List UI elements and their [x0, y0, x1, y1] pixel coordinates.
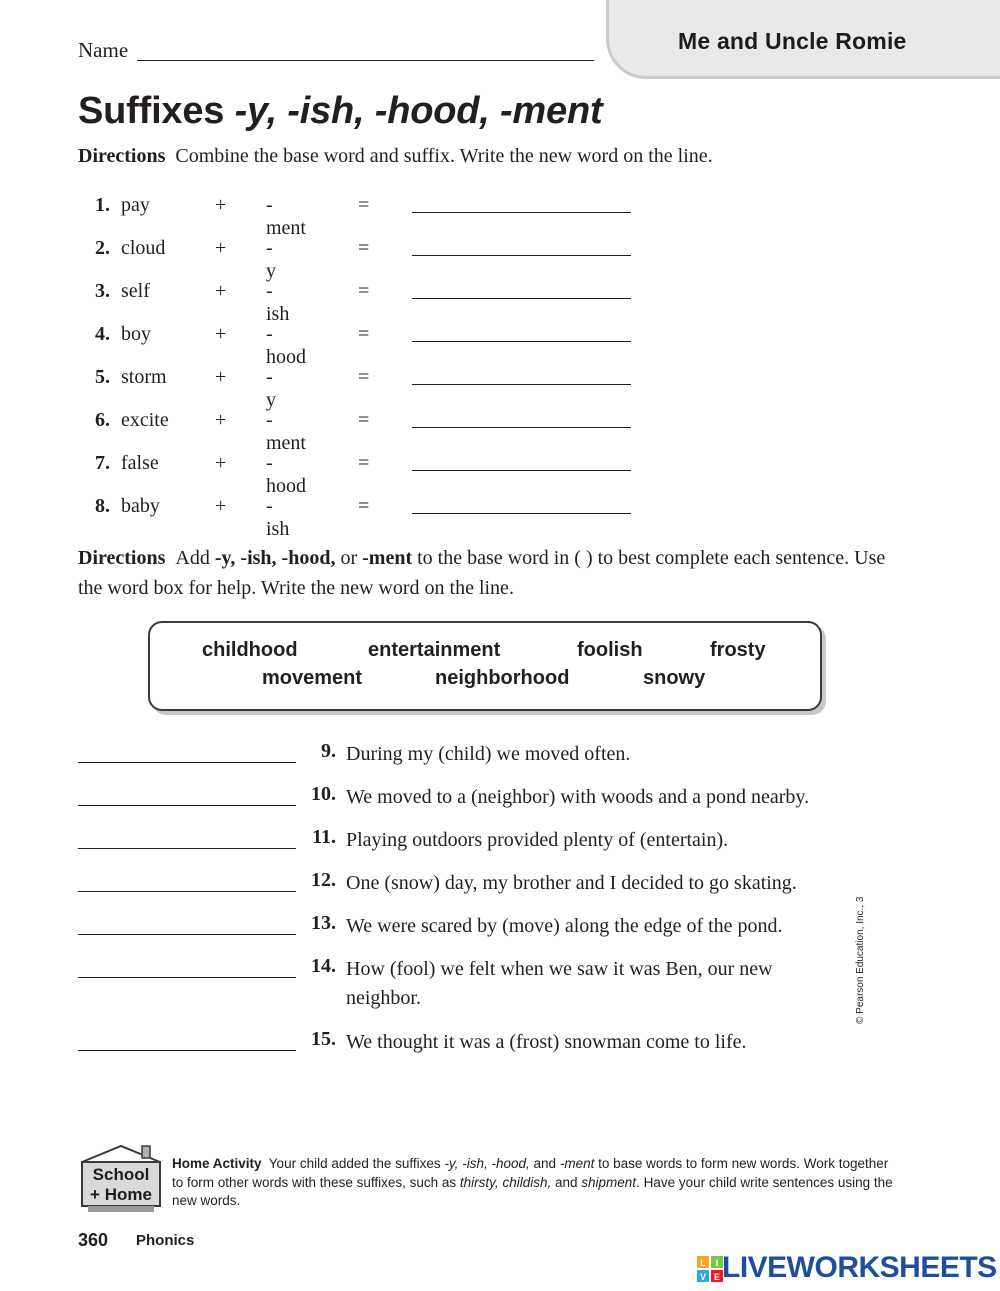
item-number: 3. — [95, 280, 110, 302]
name-answer-line[interactable] — [137, 60, 594, 61]
word-box-word: frosty — [710, 639, 766, 661]
sentence-text: How (fool) we felt when we saw it was Ben, our new neighbor. — [346, 958, 773, 1009]
logo-letter: V — [699, 1272, 707, 1282]
base-word: boy — [121, 323, 151, 345]
item-number: 7. — [95, 452, 110, 474]
directions-label: Directions — [78, 547, 166, 569]
suffix-ment: -ment — [362, 547, 413, 569]
plus-sign: + — [215, 495, 227, 517]
answer-line[interactable] — [412, 298, 631, 299]
item-number: 2. — [95, 237, 110, 259]
suffix: -hood — [266, 323, 306, 368]
sentence-text: During my (child) we moved often. — [346, 743, 631, 765]
plus-sign: + — [215, 366, 227, 388]
story-title: Me and Uncle Romie — [678, 28, 907, 54]
suffix: -ish — [266, 495, 290, 540]
equals-sign: = — [358, 409, 370, 431]
home-activity-example: thirsty, — [459, 1174, 499, 1190]
item-number: 4. — [95, 323, 110, 345]
home-activity-suffix: -y, — [444, 1156, 459, 1171]
base-word: baby — [121, 495, 160, 517]
equals-sign: = — [358, 194, 370, 216]
base-word: cloud — [121, 237, 166, 259]
word-box-word: childhood — [202, 639, 298, 661]
copyright: © Pearson Education, Inc., 3 — [855, 896, 866, 1024]
answer-line[interactable] — [412, 212, 631, 213]
home-activity-text: Your child added the suffixes — [268, 1156, 441, 1171]
sentence-number: 10. — [311, 783, 336, 805]
page-title — [78, 90, 602, 133]
answer-line[interactable] — [78, 762, 296, 763]
name-label: Name — [78, 38, 129, 62]
suffix-y: -y, — [214, 547, 236, 569]
word-box-word: foolish — [577, 639, 643, 661]
plus-sign: + — [215, 280, 227, 302]
answer-line[interactable] — [412, 384, 631, 385]
plus-sign: + — [215, 323, 227, 345]
home-activity-example: childish, — [502, 1174, 552, 1190]
answer-line[interactable] — [78, 891, 296, 892]
logo-letter: I — [715, 1258, 719, 1268]
liveworksheets-brand[interactable]: LIVEWORKSHEETS — [722, 1251, 997, 1284]
suffix: -y — [266, 237, 276, 282]
suffix-hood: -hood, — [281, 547, 336, 569]
item-number: 6. — [95, 409, 110, 431]
equals-sign: = — [358, 323, 370, 345]
home-activity-suffix: -hood, — [491, 1156, 530, 1171]
plus-sign: + — [215, 194, 227, 216]
plus-sign: + — [215, 237, 227, 259]
directions-text: Combine the base word and suffix. Write the new word on the line. — [175, 145, 713, 167]
sentence-number: 15. — [311, 1028, 336, 1050]
equals-sign: = — [358, 495, 370, 517]
item-number: 8. — [95, 495, 110, 517]
answer-line[interactable] — [412, 513, 631, 514]
answer-line[interactable] — [412, 341, 631, 342]
logo-text-bottom: + Home — [90, 1185, 152, 1204]
sentence-text: Playing outdoors provided plenty of (entertain). — [346, 829, 729, 851]
equals-sign: = — [358, 366, 370, 388]
page-number: 360 — [78, 1230, 109, 1250]
sentence-number: 13. — [311, 912, 336, 934]
logo-letter: L — [700, 1258, 706, 1268]
word-box-word: entertainment — [368, 639, 501, 661]
home-activity-text: and — [533, 1156, 557, 1171]
suffix: -ment — [266, 194, 306, 239]
base-word: pay — [121, 194, 150, 216]
answer-line[interactable] — [78, 934, 296, 935]
suffix: -ish — [266, 280, 290, 325]
sentence-number: 14. — [311, 955, 336, 977]
home-activity-text: to base words to form new words. Work together to form other words with these suffixes, such as — [172, 1156, 889, 1190]
base-word: self — [121, 280, 150, 302]
item-number: 1. — [95, 194, 110, 216]
sentence-number: 12. — [311, 869, 336, 891]
sentence-text: We were scared by (move) along the edge of the pond. — [346, 915, 783, 937]
directions-text: or — [340, 547, 358, 569]
home-activity-suffix: -ish, — [462, 1156, 488, 1171]
answer-line[interactable] — [412, 427, 631, 428]
answer-line[interactable] — [412, 470, 631, 471]
sentence-number: 11. — [312, 826, 336, 848]
suffix: -hood — [266, 452, 306, 497]
school-home-logo — [78, 1142, 164, 1216]
base-word: storm — [121, 366, 167, 388]
suffix-ish: -ish, — [240, 547, 277, 569]
sentence-number: 9. — [321, 740, 336, 762]
word-box-word: movement — [262, 667, 363, 689]
directions-part2 — [78, 543, 908, 603]
sentence-text: We thought it was a (frost) snowman come to life. — [346, 1031, 747, 1053]
equals-sign: = — [358, 452, 370, 474]
word-box-word: snowy — [643, 667, 706, 689]
answer-line[interactable] — [78, 1050, 296, 1051]
home-activity — [172, 1155, 902, 1211]
word-box — [148, 621, 822, 711]
equals-sign: = — [358, 280, 370, 302]
sentence-text: We moved to a (neighbor) with woods and a pond nearby. — [346, 786, 810, 808]
logo-letter: E — [713, 1272, 721, 1282]
home-activity-example: shipment — [581, 1174, 637, 1190]
home-activity-label: Home Activity — [172, 1156, 262, 1171]
sentence-text: One (snow) day, my brother and I decided to go skating. — [346, 872, 797, 894]
answer-line[interactable] — [78, 848, 296, 849]
title-suffixes: -y, -ish, -hood, -ment — [234, 90, 603, 132]
title-prefix: Suffixes — [78, 90, 225, 132]
answer-line[interactable] — [78, 977, 296, 978]
home-activity-text: . Have your child write sentences using the new words. — [172, 1174, 893, 1208]
logo-text-top: School — [92, 1165, 150, 1184]
home-activity-suffix: -ment — [559, 1156, 595, 1171]
suffix: -y — [266, 366, 276, 411]
base-word: false — [121, 452, 159, 474]
equals-sign: = — [358, 237, 370, 259]
item-number: 5. — [95, 366, 110, 388]
base-word: excite — [121, 409, 169, 431]
section-label: Phonics — [136, 1232, 195, 1249]
word-box-word: neighborhood — [435, 667, 570, 689]
directions-text: to the base word in ( ) to best complete each sentence. Use the word box for help. Write the new word on the line. — [78, 547, 886, 599]
home-activity-text: and — [554, 1174, 578, 1190]
directions-part1 — [78, 145, 713, 168]
suffix: -ment — [266, 409, 306, 454]
answer-line[interactable] — [78, 805, 296, 806]
directions-label: Directions — [78, 145, 166, 167]
answer-line[interactable] — [412, 255, 631, 256]
liveworksheets-logo-icon — [697, 1256, 723, 1282]
plus-sign: + — [215, 452, 227, 474]
directions-text: Add — [175, 547, 210, 569]
plus-sign: + — [215, 409, 227, 431]
